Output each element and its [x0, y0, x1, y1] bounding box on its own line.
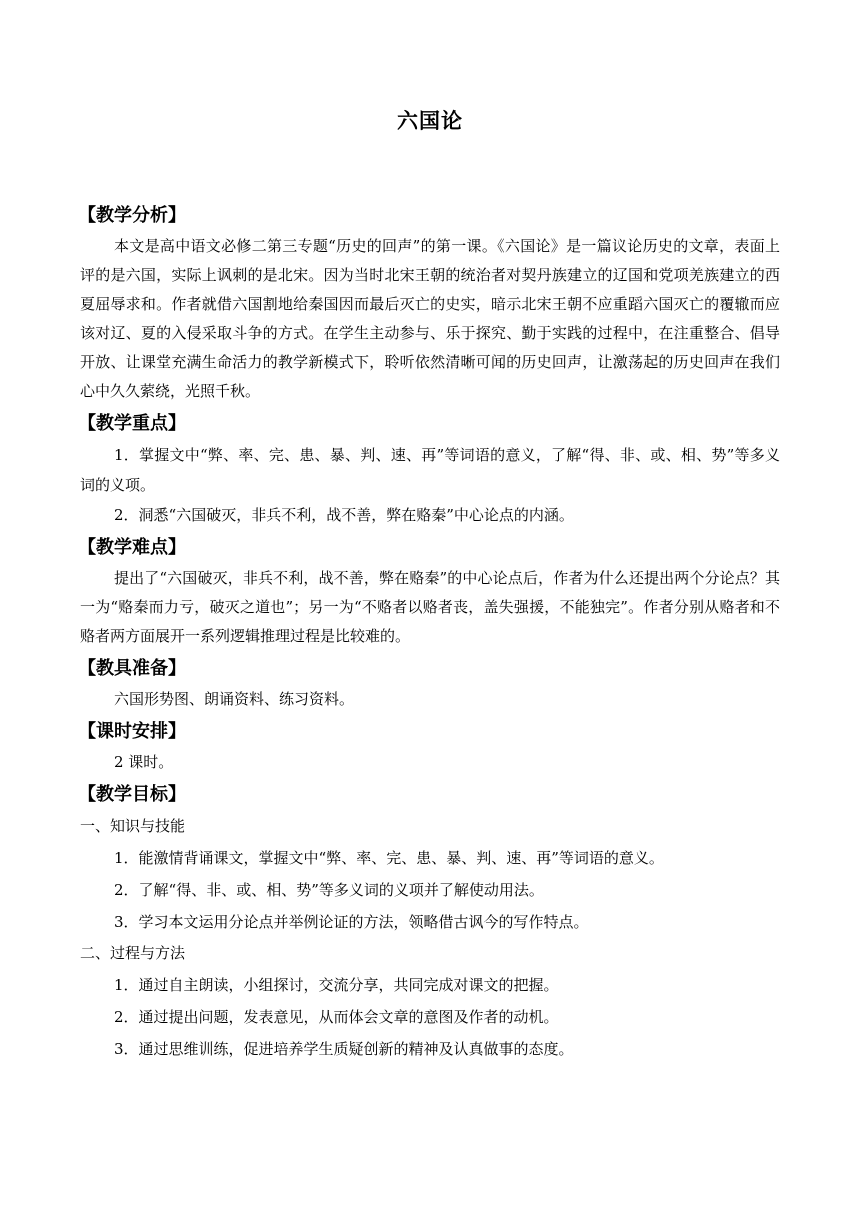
key-point-item: 2．洞悉“六国破灭，非兵不利，战不善，弊在赂秦”中心论点的内涵。 [114, 506, 574, 524]
document-body [80, 200, 780, 1067]
section-tools [80, 653, 780, 714]
key-point-item: 1．掌握文中“弊、率、完、患、暴、判、速、再”等词语的意义，了解“得、非、或、相、势”等多义词的义项。 [80, 446, 780, 494]
section-key-points [80, 408, 780, 530]
section-teaching-analysis [80, 200, 780, 406]
tools-paragraph: 六国形势图、朗诵资料、练习资料。 [114, 690, 355, 708]
section-heading: 【教具准备】 [78, 658, 186, 679]
goal-item: 1．能激情背诵课文，掌握文中“弊、率、完、患、暴、判、速、再”等词语的意义。 [114, 849, 664, 867]
goal-item: 2．了解“得、非、或、相、势”等多义词的义项并了解使动用法。 [114, 881, 544, 899]
section-heading: 【教学难点】 [78, 537, 186, 558]
goal-item: 3．学习本文运用分论点并举例论证的方法，领略借古讽今的写作特点。 [114, 913, 589, 931]
analysis-paragraph: 本文是高中语文必修二第三专题“历史的回声”的第一课。《六国论》是一篇议论历史的文章，表面上评的是六国，实际上讽刺的是北宋。因为当时北宋王朝的统治者对契丹族建立的辽国和党项羌族建立的西夏屈辱求和。作者就借六国割地给秦国因而最后灭亡的史实，暗示北宋王朝不应重蹈六国灭亡的覆辙而应该对辽、夏的入侵采取斗争的方式。在学生主动参与、乐于探究、勤于实践的过程中，在注重整合、倡导开放、让课堂充满生命活力的教学新模式下，聆听依然清晰可闻的历史回声，让激荡起的历史回声在我们心中久久萦绕，光照千秋。 [80, 237, 780, 400]
goal-item: 1．通过自主朗读，小组探讨，交流分享，共同完成对课文的把握。 [114, 976, 559, 994]
goal-group-title: 二、过程与方法 [80, 944, 186, 962]
schedule-paragraph: 2 课时。 [114, 753, 174, 771]
section-heading: 【教学分析】 [78, 205, 186, 226]
page-title: 六国论 [397, 109, 463, 133]
difficulties-paragraph: 提出了“六国破灭，非兵不利，战不善，弊在赂秦”的中心论点后，作者为什么还提出两个分论点？其一为“赂秦而力亏，破灭之道也”；另一为“不赂者以赂者丧，盖失强援，不能独完”。作者分别从赂者和不赂者两方面展开一系列逻辑推理过程是比较难的。 [80, 569, 780, 645]
section-heading: 【教学重点】 [78, 413, 186, 434]
section-schedule [80, 716, 780, 777]
goal-item: 3．通过思维训练，促进培养学生质疑创新的精神及认真做事的态度。 [114, 1040, 574, 1058]
section-goals [80, 779, 780, 1065]
section-heading: 【教学目标】 [78, 784, 186, 805]
goal-group-title: 一、知识与技能 [80, 817, 186, 835]
section-heading: 【课时安排】 [78, 721, 186, 742]
goal-item: 2．通过提出问题，发表意见，从而体会文章的意图及作者的动机。 [114, 1008, 559, 1026]
section-difficulties [80, 532, 780, 651]
